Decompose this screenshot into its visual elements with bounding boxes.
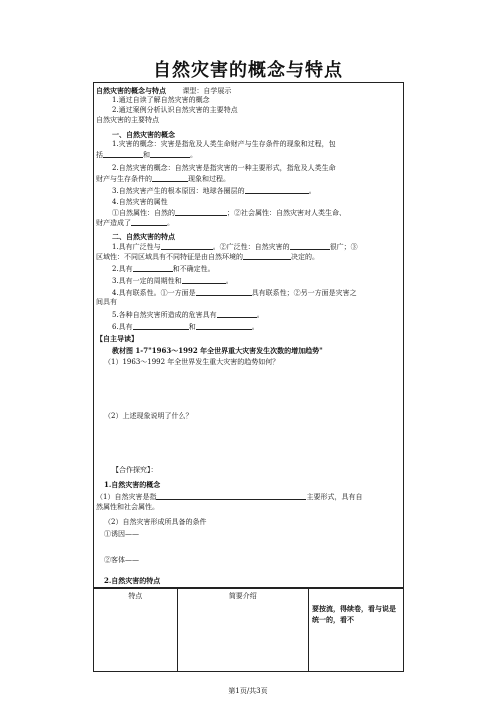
s2-line3: 2.具有 和不确定性。	[112, 265, 215, 273]
s1-line4: 财产与生存条件的 现象和过程。	[96, 175, 230, 183]
explore-h2: 2.自然灾害的特点	[104, 576, 161, 585]
lesson-type: 课型：自学展示	[182, 87, 232, 95]
page-title: 自然灾害的概念与特点	[153, 60, 343, 81]
section2-title: 二、自然灾害的特点	[112, 232, 175, 241]
s2-line4: 3.具有一定的周期性和 。	[112, 277, 233, 285]
features-table	[93, 588, 404, 672]
guide-q1: （1）1963～1992 年全世界发生重大灾害的趋势如何？	[104, 358, 280, 366]
s2-line5: 4.具有联系性。①一方面是 具有联系性；②另一方面是灾害之	[112, 289, 357, 297]
page-footer: 第1页/共3页	[228, 687, 268, 695]
explore-c1: ①诱因——	[104, 530, 139, 538]
goal-1: 1.通过自读了解自然灾害的概念	[112, 96, 210, 104]
explore-h1: 1.自然灾害的概念	[104, 480, 161, 489]
s1-line5: 3.自然灾害产生的根本原因：地球各圈层的 。	[112, 187, 316, 195]
s1-line8: 财产造成了 。	[96, 219, 174, 227]
section1-title: 一、自然灾害的概念	[112, 130, 175, 139]
explore-c2: ②客体——	[104, 556, 139, 564]
s2-line7: 5.各种自然灾害所造成的危害具有 。	[112, 311, 264, 319]
main-heading: 自然灾害的主要特点	[96, 116, 159, 124]
s2-line1: 1.具有广泛性与 。②广泛性：自然灾害的 很广；③	[112, 243, 358, 251]
s2-line2: 区域性：不同区域具有不同特征是由自然环境的 决定的。	[96, 253, 319, 261]
lesson-name: 自然灾害的概念与特点	[96, 86, 166, 95]
lesson-header	[96, 86, 400, 96]
guide-label: 【自主导读】	[96, 334, 138, 343]
goal-2: 2.通过案例分析认识自然灾害的主要特点	[112, 106, 238, 114]
explore-label: 【合作探究】：	[112, 466, 158, 474]
s1-line7: ①自然属性：自然的 ；②社会属性：自然灾害对人类生命、	[112, 209, 346, 217]
s2-line8: 6.具有 和 。	[112, 323, 259, 331]
s2-line6: 间具有	[96, 298, 117, 306]
s1-line1: 1.灾害的概念：灾害是指危及人类生命财产与生存条件的现象和过程，包	[112, 140, 336, 148]
guide-q2: （2）上述现象说明了什么？	[104, 412, 193, 420]
s1-line6: 4.自然灾害的属性	[112, 198, 168, 206]
table-note: 要按流，得续卷，看与说是统一的，看不	[312, 604, 396, 624]
explore-q1: （1）自然灾害是指 主要形式，具有自	[96, 493, 363, 501]
table-col-feature: 特点	[94, 589, 178, 672]
s1-line2: 括 和 。	[96, 151, 197, 159]
guide-material: 教材图 1-7"1963～1992 年全世界重大灾害发生次数的增加趋势"	[112, 346, 323, 355]
table-side-note	[309, 589, 404, 672]
s1-line3: 2.自然灾害的概念：自然灾害是指灾害的一种主要形式，指危及人类生命	[112, 164, 336, 172]
explore-q2: （2）自然灾害形成所具备的条件	[104, 518, 207, 526]
explore-q1c: 然属性和社会属性。	[96, 503, 159, 511]
table-col-intro: 简要介绍	[177, 589, 308, 672]
